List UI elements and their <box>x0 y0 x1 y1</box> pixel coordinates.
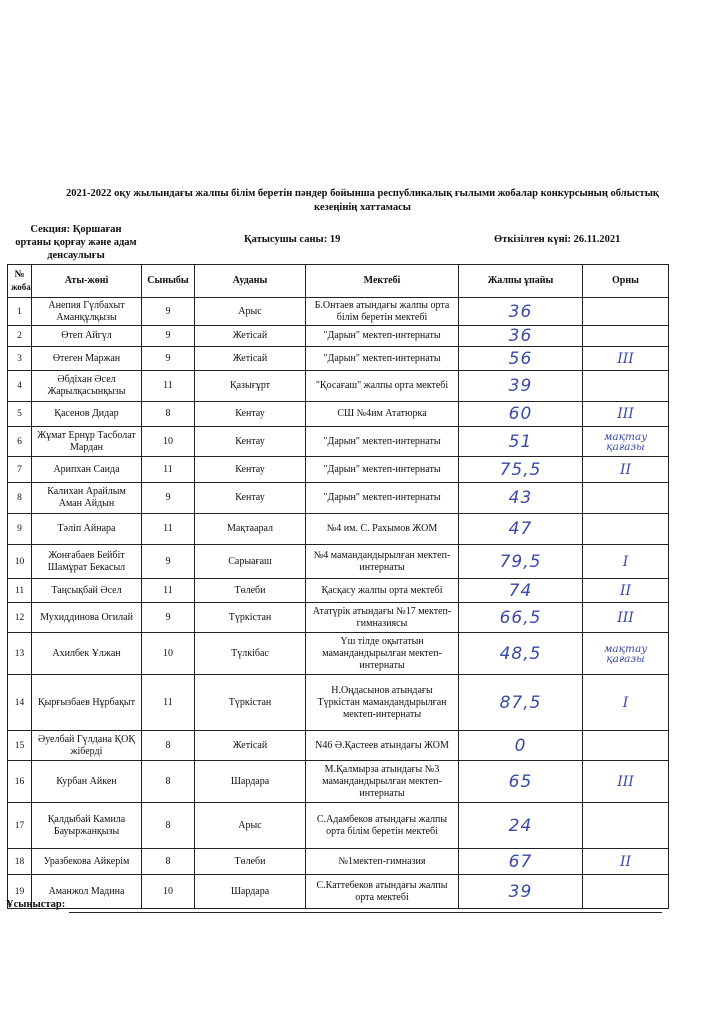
cell-num: 7 <box>8 457 32 483</box>
cell-grade: 9 <box>142 347 195 371</box>
cell-district: Кентау <box>195 483 306 514</box>
cell-place <box>583 731 669 761</box>
signature-line <box>69 912 662 913</box>
header-num <box>8 265 32 298</box>
cell-grade: 8 <box>142 803 195 849</box>
cell-place: I <box>583 545 669 579</box>
table-row <box>8 875 669 909</box>
cell-school: №1мектеп-гимназия <box>306 849 459 875</box>
table-row <box>8 347 669 371</box>
cell-num: 1 <box>8 298 32 326</box>
cell-district: Жетісай <box>195 731 306 761</box>
header-num-line2: жоба <box>11 282 31 292</box>
table-row <box>8 849 669 875</box>
cell-name: Арипхан Саида <box>32 457 142 483</box>
cell-district: Мақтаарал <box>195 514 306 545</box>
section-line-1: Секция: Қоршаған <box>30 224 122 235</box>
cell-place: III <box>583 402 669 427</box>
cell-name: Өтеген Маржан <box>32 347 142 371</box>
cell-name: Уразбекова Айкерім <box>32 849 142 875</box>
cell-school: "Дарын" мектеп-интернаты <box>306 347 459 371</box>
cell-name: Тәліп Айнара <box>32 514 142 545</box>
cell-school: С.Каттебеков атындағы жалпы орта мектебі <box>306 875 459 909</box>
title-line-2: кезеңінің хаттамасы <box>314 202 411 213</box>
cell-name: Қасенов Дидар <box>32 402 142 427</box>
cell-num: 14 <box>8 675 32 731</box>
cell-num: 8 <box>8 483 32 514</box>
cell-num: 6 <box>8 427 32 457</box>
cell-place <box>583 803 669 849</box>
cell-school: М.Қалмырза атындағы №3 мамандандырылған мектеп-интернаты <box>306 761 459 803</box>
cell-name: Аманжол Мадина <box>32 875 142 909</box>
cell-name: Әуелбай Гүлдана ҚОҚ жіберді <box>32 731 142 761</box>
cell-grade: 8 <box>142 402 195 427</box>
table-row <box>8 402 669 427</box>
cell-place <box>583 514 669 545</box>
table-row <box>8 731 669 761</box>
cell-name: Курбан Айкен <box>32 761 142 803</box>
cell-district: Түркістан <box>195 675 306 731</box>
cell-score: 51 <box>459 427 583 457</box>
cell-score: 48,5 <box>459 633 583 675</box>
cell-score: 79,5 <box>459 545 583 579</box>
cell-name: Таңсықбай Әсел <box>32 579 142 603</box>
cell-grade: 11 <box>142 675 195 731</box>
table-row <box>8 761 669 803</box>
table-row <box>8 514 669 545</box>
cell-school: "Дарын" мектеп-интернаты <box>306 483 459 514</box>
table-row <box>8 545 669 579</box>
cell-num: 2 <box>8 326 32 347</box>
cell-district: Арыс <box>195 803 306 849</box>
table-header-row <box>8 265 669 298</box>
results-table <box>7 264 669 909</box>
header-num-line1: № <box>14 269 25 280</box>
cell-score: 65 <box>459 761 583 803</box>
cell-num: 11 <box>8 579 32 603</box>
table-row <box>8 298 669 326</box>
cell-school: "Қосағаш" жалпы орта мектебі <box>306 371 459 402</box>
cell-score: 60 <box>459 402 583 427</box>
cell-name: Қалдыбай Камила Бауыржанқызы <box>32 803 142 849</box>
table-row <box>8 675 669 731</box>
cell-school: Үш тілде оқытатын мамандандырылған мектеп-интернаты <box>306 633 459 675</box>
cell-place <box>583 483 669 514</box>
cell-district: Түркістан <box>195 603 306 633</box>
cell-grade: 8 <box>142 731 195 761</box>
cell-name: Жонғабаев Бейбіт Шамұрат Бекасыл <box>32 545 142 579</box>
cell-score: 66,5 <box>459 603 583 633</box>
cell-district: Кентау <box>195 402 306 427</box>
cell-school: СШ №4им Ататюрка <box>306 402 459 427</box>
cell-name: Өтеп Айгүл <box>32 326 142 347</box>
table-row <box>8 803 669 849</box>
participant-count: Қатысушы саны: 19 <box>244 234 341 245</box>
cell-grade: 9 <box>142 483 195 514</box>
cell-school: Ататүрік атындағы №17 мектеп-гимназиясы <box>306 603 459 633</box>
header-score: Жалпы ұпайы <box>459 265 583 298</box>
table-row <box>8 579 669 603</box>
cell-place <box>583 298 669 326</box>
cell-score: 75,5 <box>459 457 583 483</box>
section-line-2: ортаны қорғау және адам <box>15 237 137 248</box>
table-row <box>8 603 669 633</box>
cell-score: 0 <box>459 731 583 761</box>
cell-place: II <box>583 579 669 603</box>
section-line-3: денсаулығы <box>47 250 105 261</box>
cell-district: Төлеби <box>195 579 306 603</box>
cell-grade: 11 <box>142 514 195 545</box>
cell-school: "Дарын" мектеп-интернаты <box>306 457 459 483</box>
cell-district: Қазығұрт <box>195 371 306 402</box>
cell-place <box>583 875 669 909</box>
cell-district: Түлкібас <box>195 633 306 675</box>
cell-grade: 11 <box>142 457 195 483</box>
cell-grade: 11 <box>142 371 195 402</box>
cell-score: 24 <box>459 803 583 849</box>
cell-score: 67 <box>459 849 583 875</box>
cell-school: Б.Онтаев атындағы жалпы орта білім беретін мектебі <box>306 298 459 326</box>
cell-num: 16 <box>8 761 32 803</box>
cell-grade: 10 <box>142 633 195 675</box>
cell-district: Жетісай <box>195 347 306 371</box>
cell-score: 43 <box>459 483 583 514</box>
table-body <box>8 298 669 909</box>
table-row <box>8 326 669 347</box>
cell-num: 17 <box>8 803 32 849</box>
cell-num: 5 <box>8 402 32 427</box>
cell-school: №4 им. С. Рахымов ЖОМ <box>306 514 459 545</box>
cell-district: Сарыағаш <box>195 545 306 579</box>
table-row <box>8 427 669 457</box>
cell-district: Жетісай <box>195 326 306 347</box>
cell-num: 12 <box>8 603 32 633</box>
cell-grade: 8 <box>142 849 195 875</box>
cell-num: 19 <box>8 875 32 909</box>
cell-num: 10 <box>8 545 32 579</box>
cell-name: Анепия Гүлбахыт Аманқұлқызы <box>32 298 142 326</box>
cell-name: Ахилбек Ұлжан <box>32 633 142 675</box>
signers-label: Ұсыныстар: <box>6 899 66 910</box>
cell-school: Н.Оңдасынов атындағы Түркістан мамандандырылған мектеп-интернаты <box>306 675 459 731</box>
cell-score: 39 <box>459 371 583 402</box>
cell-place <box>583 326 669 347</box>
cell-district: Шардара <box>195 875 306 909</box>
cell-place <box>583 371 669 402</box>
section-label <box>6 223 146 262</box>
cell-score: 56 <box>459 347 583 371</box>
event-date: Өткізілген күні: 26.11.2021 <box>494 234 621 245</box>
cell-school: N46 Ә.Қастеев атындағы ЖОМ <box>306 731 459 761</box>
cell-name: Жұмат Ернұр Тасболат Мардан <box>32 427 142 457</box>
cell-name: Қырғызбаев Нұрбақыт <box>32 675 142 731</box>
cell-score: 39 <box>459 875 583 909</box>
cell-grade: 10 <box>142 427 195 457</box>
cell-district: Төлеби <box>195 849 306 875</box>
cell-grade: 9 <box>142 298 195 326</box>
cell-num: 13 <box>8 633 32 675</box>
cell-district: Шардара <box>195 761 306 803</box>
header-name: Аты-жөні <box>32 265 142 298</box>
title-line-1: 2021-2022 оқу жылындағы жалпы білім беретін пәндер бойынша республикалық ғылыми жобалар конкурсының облыстық <box>66 188 659 199</box>
cell-school: "Дарын" мектеп-интернаты <box>306 326 459 347</box>
cell-grade: 9 <box>142 545 195 579</box>
cell-grade: 9 <box>142 326 195 347</box>
header-school: Мектебі <box>306 265 459 298</box>
cell-school: "Дарын" мектеп-интернаты <box>306 427 459 457</box>
cell-place: III <box>583 347 669 371</box>
cell-num: 4 <box>8 371 32 402</box>
cell-num: 9 <box>8 514 32 545</box>
header-district: Ауданы <box>195 265 306 298</box>
cell-school: №4 мамандандырылған мектеп-интернаты <box>306 545 459 579</box>
cell-score: 74 <box>459 579 583 603</box>
cell-place: мақтау қағазы <box>583 633 669 675</box>
cell-place: I <box>583 675 669 731</box>
header-grade: Сыныбы <box>142 265 195 298</box>
table-row <box>8 633 669 675</box>
cell-place: II <box>583 457 669 483</box>
cell-score: 47 <box>459 514 583 545</box>
cell-score: 36 <box>459 298 583 326</box>
cell-district: Кентау <box>195 457 306 483</box>
table-row <box>8 371 669 402</box>
cell-school: С.Адамбеков атындағы жалпы орта білім беретін мектебі <box>306 803 459 849</box>
cell-grade: 9 <box>142 603 195 633</box>
cell-num: 18 <box>8 849 32 875</box>
cell-district: Арыс <box>195 298 306 326</box>
cell-num: 15 <box>8 731 32 761</box>
table-row <box>8 483 669 514</box>
cell-district: Кентау <box>195 427 306 457</box>
cell-place: II <box>583 849 669 875</box>
cell-score: 36 <box>459 326 583 347</box>
cell-place: III <box>583 761 669 803</box>
document-title <box>20 187 705 215</box>
table-row <box>8 457 669 483</box>
cell-place: мақтау қағазы <box>583 427 669 457</box>
cell-school: Қасқасу жалпы орта мектебі <box>306 579 459 603</box>
cell-score: 87,5 <box>459 675 583 731</box>
cell-place: III <box>583 603 669 633</box>
cell-name: Мухиддинова Огилай <box>32 603 142 633</box>
cell-name: Калихан Арайлым Аман Айдын <box>32 483 142 514</box>
cell-grade: 8 <box>142 761 195 803</box>
cell-name: Әбдіхан Әсел Жарылқасынқызы <box>32 371 142 402</box>
cell-grade: 10 <box>142 875 195 909</box>
cell-num: 3 <box>8 347 32 371</box>
header-place: Орны <box>583 265 669 298</box>
cell-grade: 11 <box>142 579 195 603</box>
